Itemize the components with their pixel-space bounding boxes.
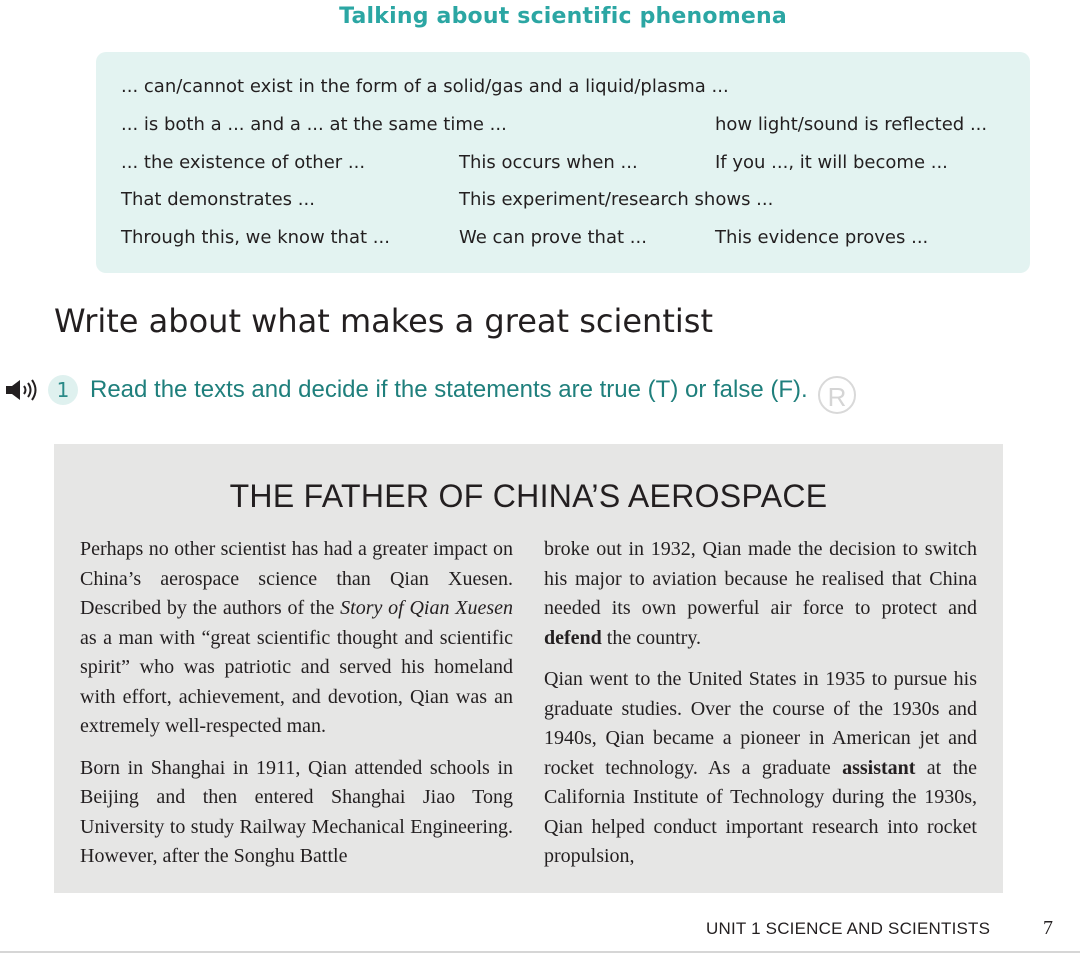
article-title: THE FATHER OF CHINA’S AEROSPACE [229,478,828,514]
reading-text-box [54,444,1003,893]
registered-mark: R [818,376,856,414]
phrase-item: ... is both a ... and a ... at the same time ... [121,114,507,135]
phrase-item: This experiment/research shows ... [459,189,774,210]
phrase-item: If you ..., it will become ... [715,152,948,173]
phrase-item: Through this, we know that ... [121,227,390,248]
activity-instruction: Read the texts and decide if the statements are true (T) or false (F). [90,376,808,403]
useful-expressions-box [96,52,1030,273]
speaker-icon[interactable] [4,378,38,402]
vocab-word: defend [544,626,602,649]
phrase-item: ... can/cannot exist in the form of a solid/gas and a liquid/plasma ... [121,76,729,97]
book-title: Story of Qian Xuesen [340,597,513,619]
section-title: Talking about scientific phenomena [339,4,787,29]
article-paragraph: Perhaps no other scientist has had a greater impact on China’s aerospace science than Qian Xuesen. Described by the authors of the Story of Qian Xuesen as a man with “great scientific thought and scientific spirit” who was patriotic and served his homeland with effort, achievement, and devotion, Qian was an extremely well-respected man. [80,538,513,737]
phrase-item: That demonstrates ... [121,189,315,210]
phrase-item: This evidence proves ... [715,227,929,248]
article-column-right [544,535,977,884]
article-paragraph: broke out in 1932, Qian made the decision to switch his major to aviation because he realised that China needed its own powerful air force to protect and defend the country. [544,538,977,649]
phrase-item: We can prove that ... [459,227,647,248]
phrase-item: how light/sound is reflected ... [715,114,988,135]
article-paragraph: Born in Shanghai in 1911, Qian attended schools in Beijing and then entered Shanghai Jiao Tong University to study Railway Mechanical Engineering. However, after the Songhu Battle [80,756,513,867]
vocab-word: assistant [842,756,916,779]
section-heading: Write about what makes a great scientist [54,302,713,340]
article-paragraph: Qian went to the United States in 1935 to pursue his graduate studies. Over the course of the 1930s and 1940s, Qian became a pioneer in American jet and rocket technology. As a graduate assistant at the California Institute of Technology during the 1930s, Qian helped conduct important research into rocket propulsion, [544,668,977,867]
activity-number: 1 [48,375,78,405]
article-column-left [80,535,513,884]
phrase-item: ... the existence of other ... [121,152,366,173]
unit-footer: UNIT 1 SCIENCE AND SCIENTISTS [706,919,991,938]
phrase-item: This occurs when ... [459,152,638,173]
page-edge-line [0,951,1080,953]
page-number: 7 [1043,917,1053,939]
